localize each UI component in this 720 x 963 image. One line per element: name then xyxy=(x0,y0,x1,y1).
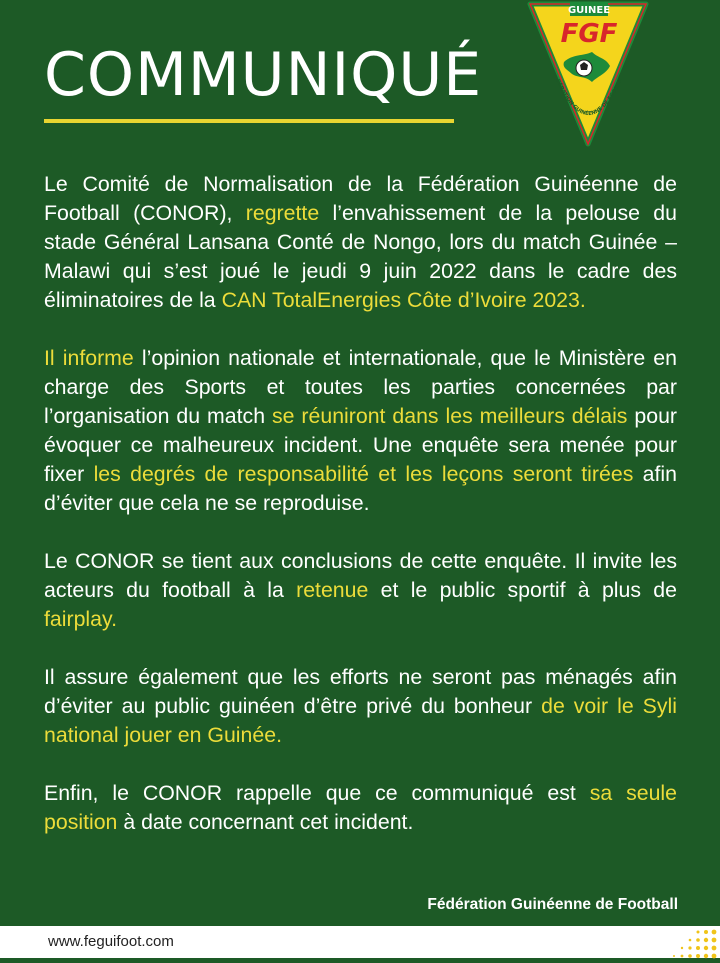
highlight: se réuniront dans les meilleurs délais xyxy=(271,404,628,428)
logo-ring-text: DÉRATION GUINÉENNE DE FOOTBA xyxy=(554,77,624,118)
page-title: COMMUNIQUÉ xyxy=(44,40,483,110)
footer-url-link[interactable]: www.feguifoot.com xyxy=(48,933,174,950)
fgf-logo-icon xyxy=(526,0,650,148)
paragraph-2: Il informe l’opinion nationale et internationale, que le Ministère en charge des Sports et toutes les parties concernées par l’organisation du match se réuniront dans les meilleurs délais pour évoquer ce malheureux incident. Une enquête sera menée pour fixer les degrés de responsabilité et les leçons seront tirées afin d’éviter que cela ne se reproduise. xyxy=(44,346,678,515)
highlight: sa seule position xyxy=(44,781,677,834)
decorative-dots-icon xyxy=(640,920,720,963)
highlight: retenue xyxy=(296,578,369,602)
highlight: fairplay. xyxy=(44,607,117,631)
highlight: regrette xyxy=(245,201,320,225)
paragraph-4: Il assure également que les efforts ne seront pas ménagés afin d’éviter au public guinéen d’être privé du bonheur de voir le Syli national jouer en Guinée. xyxy=(44,665,677,747)
paragraph-3: Le CONOR se tient aux conclusions de cette enquête. Il invite les acteurs du football à la retenue et le public sportif à plus de fairplay. xyxy=(44,549,677,631)
highlight: les degrés de responsabilité et les leçons seront tirées xyxy=(93,462,634,486)
communique-body xyxy=(44,170,677,837)
paragraph-1: Le Comité de Normalisation de la Fédération Guinéenne de Football (CONOR), regrette l’envahissement de la pelouse du stade Général Lansana Conté de Nongo, lors du match Guinée – Malawi qui s’est joué le jeudi 9 juin 2022 dans le cadre des éliminatoires de la CAN TotalEnergies Côte d’Ivoire 2023. xyxy=(44,172,677,312)
paragraph-5: Enfin, le CONOR rappelle que ce communiqué est sa seule position à date concernant cet incident. xyxy=(44,781,677,834)
highlight: CAN TotalEnergies Côte d’Ivoire 2023. xyxy=(221,288,586,312)
logo-acronym: FGF xyxy=(560,19,618,49)
signature: Fédération Guinéenne de Football xyxy=(427,896,678,913)
logo-top-text: GUINEE xyxy=(567,5,611,16)
highlight: Il informe xyxy=(44,346,134,370)
footer-accent xyxy=(0,958,720,963)
highlight: de voir le Syli national jouer en Guinée. xyxy=(44,694,677,747)
title-underline xyxy=(44,119,454,123)
